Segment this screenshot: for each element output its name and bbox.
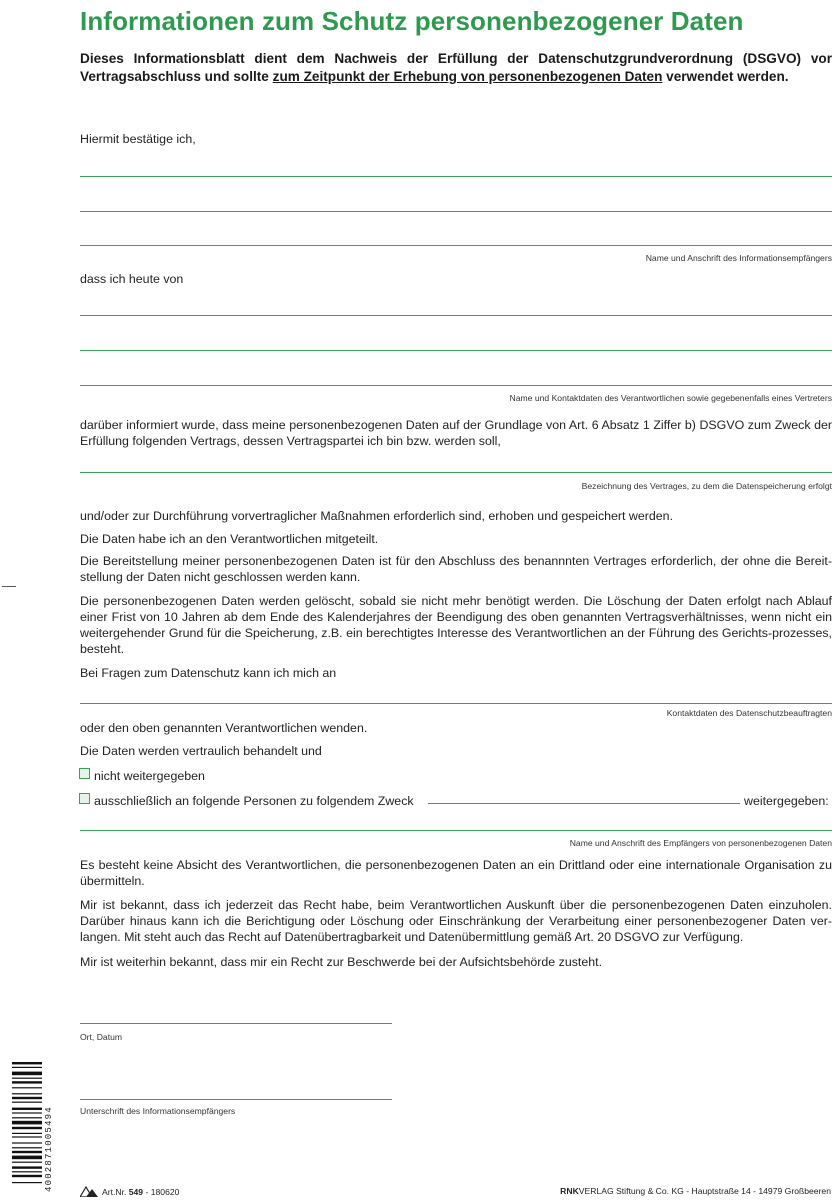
paragraph-provided: Die Daten habe ich an den Verantwortlichen mitgeteilt. (80, 532, 379, 546)
barcode-bar (12, 1133, 42, 1134)
paragraph-measures: und/oder zur Durchführung vorvertraglicher Maßnahmen erforderlich sind, erhoben und gespeichert werden. (80, 509, 674, 523)
barcode-bar (12, 1147, 42, 1148)
barcode-bar (12, 1093, 42, 1094)
paragraph-third-country: Es besteht keine Absicht des Verantwortlichen, die personenbezogenen Daten an ein Drittland oder eine internationale Organisation zu übermitteln. (80, 858, 832, 888)
intro-part1: Dieses Informationsblatt dient dem Nachweis der Erfüllung der Datenschutzgrundverordnung (DSGVO) vor Vertragsabschluss und sollte (80, 51, 832, 84)
purpose-line[interactable] (428, 803, 740, 804)
controller-lead: dass ich heute von (80, 272, 184, 286)
article-prefix: Art.Nr. (102, 1187, 127, 1197)
fold-mark (2, 586, 16, 587)
footer-article (80, 1186, 179, 1197)
barcode-bar (12, 1078, 42, 1079)
recipient-data-caption: Name und Anschrift des Empfängers von personenbezogenen Daten (569, 838, 832, 848)
recipient-line-3[interactable] (80, 245, 832, 246)
paragraph-deletion: Die personenbezogenen Daten werden gelöscht, sobald sie nicht mehr benötigt werden. Die Löschung der Daten erfolgt nach Ablauf einer Frist von 10 Jahren ab dem Ende des Kalenderjahres der Beendigung des oben genannten Vertragsverhältnisses, wenn nicht ein weitergehender Grund für die Speicherung, z.B. ein berechtigtes Interesse des Verantwortlichen an der Führung des Gerichts-prozesses, besteht. (80, 594, 832, 656)
barcode-bar (12, 1142, 42, 1143)
place-date-caption: Ort, Datum (80, 1032, 123, 1042)
barcode-bar (12, 1121, 42, 1125)
barcode-bar (12, 1151, 42, 1153)
dpo-caption: Kontaktdaten des Datenschutzbeauftragten (666, 708, 832, 718)
recipient-caption: Name und Anschrift des Informationsempfängers (645, 253, 832, 263)
barcode-bar (12, 1081, 42, 1083)
barcode-bar (12, 1097, 42, 1099)
recipient-line-1[interactable] (80, 176, 832, 177)
controller-line-3[interactable] (80, 385, 832, 386)
paragraph-complaint: Mir ist weiterhin bekannt, dass mir ein Recht zur Beschwerde bei der Aufsichtsbehörde zusteht. (80, 955, 603, 969)
barcode-bar (12, 1156, 42, 1160)
signature-caption: Unterschrift des Informationsempfängers (80, 1106, 236, 1116)
paragraph-or-controller: oder den oben genannten Verantwortlichen wenden. (80, 721, 368, 735)
signature-line[interactable] (80, 1099, 392, 1100)
contract-caption: Bezeichnung des Vertrages, zu dem die Datenspeicherung erfolgt (581, 481, 832, 491)
barcode-bar (12, 1072, 42, 1076)
barcode-bar (12, 1108, 42, 1110)
footer-publisher (560, 1186, 831, 1196)
option-not-shared-label: nicht weitergegeben (94, 769, 205, 783)
barcode-bar (12, 1162, 42, 1163)
barcode-bar (12, 1117, 42, 1118)
paragraph-confidential: Die Daten werden vertraulich behandelt und (80, 744, 322, 758)
paragraph-dpo-lead: Bei Fragen zum Datenschutz kann ich mich an (80, 666, 337, 680)
place-date-line[interactable] (80, 1023, 392, 1024)
legal-basis-text: darüber informiert wurde, dass meine personenbezogenen Daten auf der Grundlage von Art. 6 Absatz 1 Ziffer b) DSGVO zum Zweck der Erfüllung folgenden Vertrags, dessen Vertragspartei ich bin bzw. werden soll, (80, 418, 832, 448)
contract-line[interactable] (80, 472, 832, 473)
barcode-number: 4002871005494 (44, 1106, 54, 1192)
option-shared-to-label: ausschließlich an folgende Personen zu folgendem Zweck (94, 794, 414, 808)
recipient-data-line[interactable] (80, 830, 832, 831)
checkbox-shared-to[interactable] (79, 793, 90, 804)
article-suffix: - 180620 (145, 1187, 180, 1197)
paragraph-necessity: Die Bereitstellung meiner personenbezogenen Daten ist für den Abschluss des benannnten Vertrages erforderlich, der ohne die Bereit-stellung der Daten nicht geschlossen werden kann. (80, 554, 832, 584)
barcode-bar (12, 1112, 42, 1113)
dpo-line[interactable] (80, 703, 832, 704)
intro-part2: verwendet werden. (662, 69, 789, 84)
recipient-line-2[interactable] (80, 211, 832, 212)
barcode-bar (12, 1127, 42, 1129)
barcode-bar (12, 1062, 42, 1064)
barcode-bar (12, 1067, 42, 1068)
barcode-bar (12, 1102, 42, 1103)
barcode-bar (12, 1087, 42, 1088)
publisher-brand: RNK (560, 1186, 579, 1196)
barcode-bar (12, 1182, 42, 1183)
controller-line-2[interactable] (80, 350, 832, 351)
barcode-bar (12, 1175, 42, 1177)
publisher-logo-icon (80, 1186, 98, 1197)
barcode-image (12, 1062, 46, 1192)
option-shared-suffix: weitergegeben: (744, 794, 829, 808)
controller-line-1[interactable] (80, 315, 832, 316)
confirm-lead: Hiermit bestätige ich, (80, 132, 196, 146)
article-number: 549 (128, 1187, 144, 1197)
barcode-bar (12, 1136, 42, 1137)
controller-caption: Name und Kontaktdaten des Verantwortlichen sowie gegebenenfalls eines Vertreters (509, 393, 832, 403)
intro-text (80, 50, 832, 86)
page-title: Informationen zum Schutz personenbezogener Daten (80, 6, 744, 36)
barcode-bar (12, 1171, 42, 1172)
paragraph-rights: Mir ist bekannt, dass ich jederzeit das Recht habe, beim Verantwortlichen Auskunft über die personenbezogenen Daten einzuholen. Darüber hinaus kann ich die Berichtigung oder Löschung oder Einschränkung der Verarbeitung einer personenbezogener Daten ver-langen. Mit steht auch das Recht auf Datenübertragbarkeit und Datenübermittlung gemäß Art. 20 DSGVO zur Verfügung. (80, 898, 832, 944)
checkbox-not-shared[interactable] (79, 768, 90, 779)
intro-underlined: zum Zeitpunkt der Erhebung von personenbezogenen Daten (272, 69, 663, 84)
barcode-bar (12, 1166, 42, 1168)
publisher-address: VERLAG Stiftung & Co. KG - Hauptstraße 14 - 14979 Großbeeren (578, 1186, 831, 1196)
